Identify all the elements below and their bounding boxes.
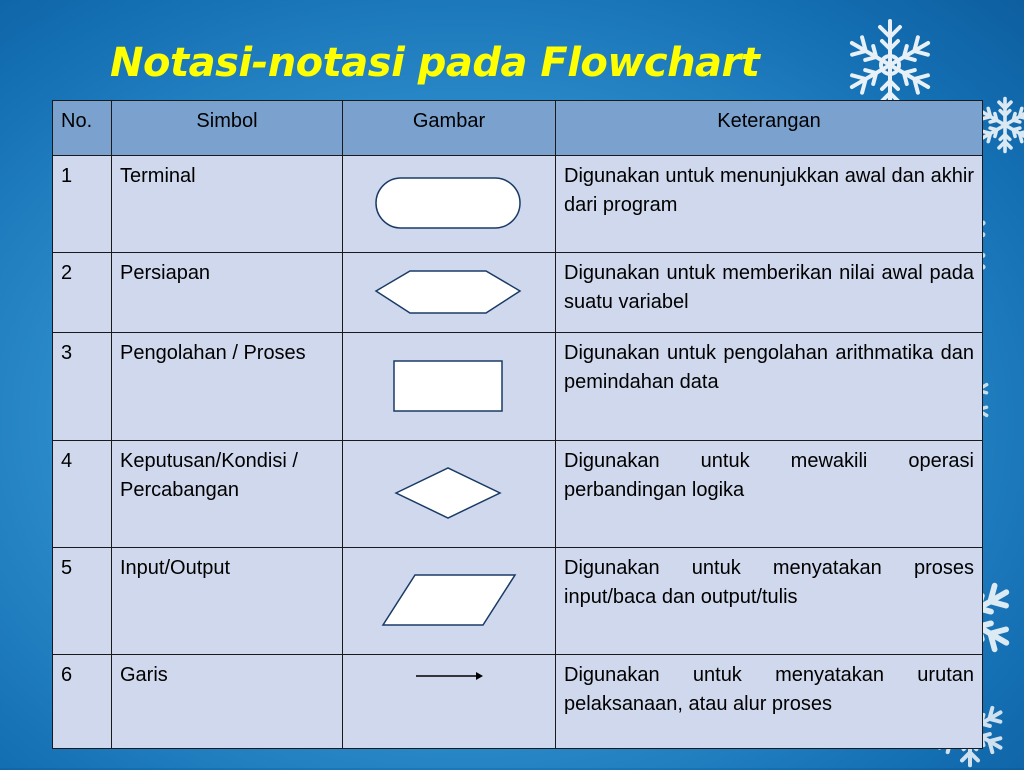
symbol-picture-cell: [343, 156, 556, 253]
symbol-picture-cell: [343, 333, 556, 441]
table-row: [53, 441, 983, 548]
symbol-description: Digunakan untuk menyatakan proses input/baca dan output/tulis: [556, 548, 983, 655]
symbol-name: Keputusan/Kondisi / Percabangan: [112, 441, 343, 548]
header-simbol: Simbol: [112, 101, 343, 156]
symbol-description: Digunakan untuk menyatakan urutan pelaksanaan, atau alur proses: [556, 655, 983, 749]
symbol-picture-cell: [343, 548, 556, 655]
table-row: [53, 333, 983, 441]
symbol-description: Digunakan untuk pengolahan arithmatika dan pemindahan data: [556, 333, 983, 441]
symbol-name: Terminal: [112, 156, 343, 253]
symbol-description: Digunakan untuk menunjukkan awal dan akhir dari program: [556, 156, 983, 253]
table-header-row: [53, 101, 983, 156]
row-number: 5: [53, 548, 112, 655]
row-number: 4: [53, 441, 112, 548]
row-number: 3: [53, 333, 112, 441]
flowchart-notation-table: [52, 100, 983, 749]
arrow-line-shape: [414, 669, 484, 683]
symbol-description: Digunakan untuk memberikan nilai awal pada suatu variabel: [556, 253, 983, 333]
symbol-name: Persiapan: [112, 253, 343, 333]
preparation-shape: [374, 269, 524, 317]
symbol-picture-cell: [343, 441, 556, 548]
table-row: [53, 548, 983, 655]
row-number: 1: [53, 156, 112, 253]
symbol-name: Pengolahan / Proses: [112, 333, 343, 441]
header-keterangan: Keterangan: [556, 101, 983, 156]
header-no: No.: [53, 101, 112, 156]
table-row: [53, 655, 983, 749]
header-gambar: Gambar: [343, 101, 556, 156]
input-output-shape: [381, 573, 517, 629]
row-number: 6: [53, 655, 112, 749]
table-row: [53, 253, 983, 333]
symbol-picture-cell: [343, 253, 556, 333]
symbol-name: Garis: [112, 655, 343, 749]
process-shape: [392, 359, 506, 415]
decision-shape: [394, 466, 504, 522]
terminal-shape: [374, 176, 524, 232]
symbol-description: Digunakan untuk mewakili operasi perbandingan logika: [556, 441, 983, 548]
slide-title: Notasi-notasi pada Flowchart: [110, 40, 760, 86]
table-row: [53, 156, 983, 253]
symbol-name: Input/Output: [112, 548, 343, 655]
symbol-picture-cell: [343, 655, 556, 749]
row-number: 2: [53, 253, 112, 333]
